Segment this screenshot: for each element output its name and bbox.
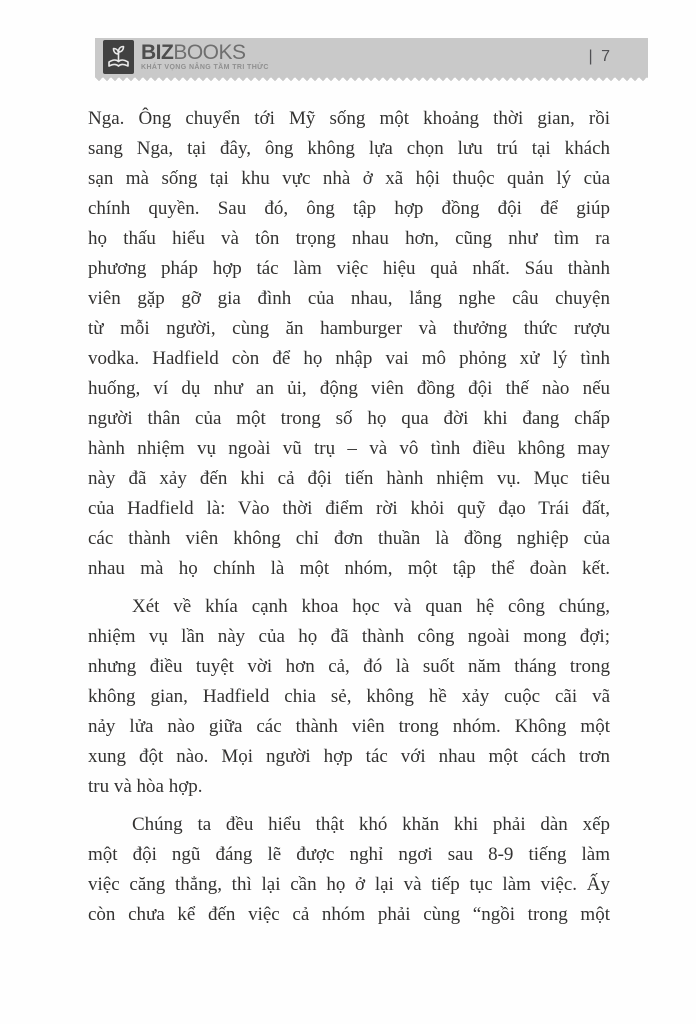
- text-line: sạn mà sống tại khu vực nhà ở xã hội thuộc quản lý của: [88, 168, 610, 189]
- page-text: [88, 104, 610, 930]
- text-line: Xét về khía cạnh khoa học và quan hệ công chúng,: [132, 596, 610, 617]
- text-line: nhau mà họ chính là một nhóm, một tập thể đoàn kết.: [88, 558, 610, 579]
- text-line: từ mỗi người, cùng ăn hamburger và thưởng thức rượu: [88, 318, 610, 339]
- text-line: phương pháp hợp tác làm việc hiệu quả nhất. Sáu thành: [88, 258, 610, 279]
- paragraph-2: [88, 592, 610, 802]
- text-line: nảy lửa nào giữa các thành viên trong nhóm. Không một: [88, 716, 610, 737]
- brand-wordmark: [141, 43, 269, 63]
- text-line: của Hadfield là: Vào thời điểm rời khỏi quỹ đạo Trái đất,: [88, 498, 610, 519]
- text-line: không gian, Hadfield chia sẻ, không hề xảy cuộc cãi vã: [88, 686, 610, 707]
- text-line: sang Nga, tại đây, ông không lựa chọn lưu trú tại khách: [88, 138, 610, 159]
- text-line: hành nhiệm vụ ngoài vũ trụ – và vô tình điều không may: [88, 438, 610, 459]
- text-line: viên gặp gỡ gia đình của nhau, lắng nghe câu chuyện: [88, 288, 610, 309]
- text-line: Chúng ta đều hiểu thật khó khăn khi phải dàn xếp: [132, 814, 610, 835]
- text-line: một đội ngũ đáng lẽ được nghỉ ngơi sau 8-9 tiếng làm: [88, 844, 610, 865]
- text-line: này đã xảy đến khi cả đội tiến hành nhiệm vụ. Mục tiêu: [88, 468, 610, 489]
- text-line: chính quyền. Sau đó, ông tập hợp đồng đội để giúp: [88, 198, 610, 219]
- paragraph-3: [88, 810, 610, 930]
- text-line: tru và hòa hợp.: [88, 776, 203, 797]
- brand-logo: [103, 40, 269, 74]
- text-line: huống, ví dụ như an ủi, động viên đồng đội thế nào nếu: [88, 378, 610, 399]
- brand-wordmark-biz: BIZ: [141, 41, 174, 64]
- text-line: xung đột nào. Mọi người hợp tác với nhau một cách trơn: [88, 746, 610, 767]
- bizbooks-book-sprout-icon: [103, 40, 134, 74]
- text-line: việc căng thẳng, thì lại cần họ ở lại và tiếp tục làm việc. Ấy: [88, 874, 610, 895]
- text-line: nhiệm vụ lần này của họ đã thành công ngoài mong đợi;: [88, 626, 610, 647]
- brand-text: [141, 43, 269, 71]
- header-perforated-edge: [95, 76, 648, 81]
- text-line: người thân của một trong số họ qua đời khi đang chấp: [88, 408, 610, 429]
- brand-tagline: KHÁT VỌNG NÂNG TẦM TRI THỨC: [141, 64, 269, 71]
- page-number: | 7: [588, 48, 612, 65]
- header: [95, 38, 648, 76]
- text-line: còn chưa kể đến việc cả nhóm phải cùng “ngồi trong một: [88, 904, 610, 925]
- text-line: các thành viên không chỉ đơn thuần là đồng nghiệp của: [88, 528, 610, 549]
- text-line: họ thấu hiểu và tôn trọng nhau hơn, cũng như tìm ra: [88, 228, 610, 249]
- text-line: nhưng điều tuyệt vời hơn cả, đó là suốt năm tháng trong: [88, 656, 610, 677]
- brand-wordmark-books: BOOKS: [173, 41, 246, 64]
- paragraph-1: [88, 104, 610, 584]
- text-line: Nga. Ông chuyển tới Mỹ sống một khoảng thời gian, rồi: [88, 108, 610, 129]
- text-line: vodka. Hadfield còn để họ nhập vai mô phỏng xử lý tình: [88, 348, 610, 369]
